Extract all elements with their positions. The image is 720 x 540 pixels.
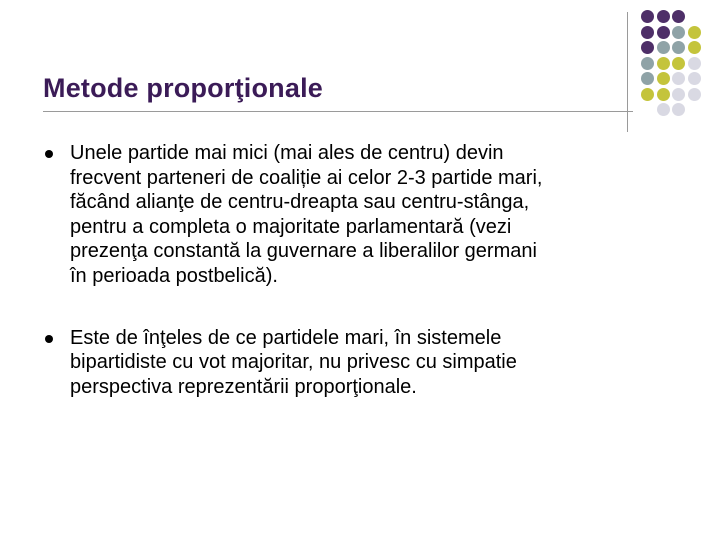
decorative-dot <box>688 26 701 39</box>
decorative-dot <box>641 57 654 70</box>
decorative-dot <box>641 10 654 23</box>
decorative-dot <box>657 72 670 85</box>
decorative-dot <box>641 26 654 39</box>
decorative-dot <box>672 57 685 70</box>
decorative-dot <box>672 26 685 39</box>
title-underline <box>43 111 633 112</box>
decorative-dot <box>657 26 670 39</box>
decorative-dot <box>657 88 670 101</box>
decorative-dot <box>641 41 654 54</box>
bullet-text: Unele partide mai mici (mai ales de centru) devin frecvent parteneri de coaliție ai celor 2-3 partide mari, făcând alianţe de centru-dreapta sau centru-stânga, pentru a completa o majoritate parlamentară (vezi prezenţa constantă la guvernare a liberalilor germani în perioada postbelică). <box>70 142 543 287</box>
bullet-list <box>45 141 685 399</box>
decorative-dot <box>657 57 670 70</box>
decorative-dot <box>657 10 670 23</box>
decorative-dot <box>672 10 685 23</box>
decorative-dot <box>657 41 670 54</box>
decorative-dot <box>641 72 654 85</box>
decorative-dot <box>688 41 701 54</box>
bullet-item <box>45 326 685 400</box>
decorative-dot <box>688 57 701 70</box>
decorative-dot <box>688 72 701 85</box>
slide-title: Metode proporţionale <box>43 73 323 103</box>
decorative-dot <box>657 103 670 116</box>
decorative-dot <box>641 88 654 101</box>
decorative-dot <box>672 103 685 116</box>
decorative-dot <box>672 88 685 101</box>
bullet-text: Este de înţeles de ce partidele mari, în sistemele bipartidiste cu vot majoritar, nu privesc cu simpatie perspectiva reprezentării proporţionale. <box>70 326 517 398</box>
decorative-dot <box>672 41 685 54</box>
bullet-dot-icon <box>45 335 53 343</box>
vertical-divider <box>627 12 628 132</box>
decorative-dot <box>672 72 685 85</box>
bullet-dot-icon <box>45 150 53 158</box>
decorative-dot <box>688 88 701 101</box>
bullet-item <box>45 141 685 289</box>
